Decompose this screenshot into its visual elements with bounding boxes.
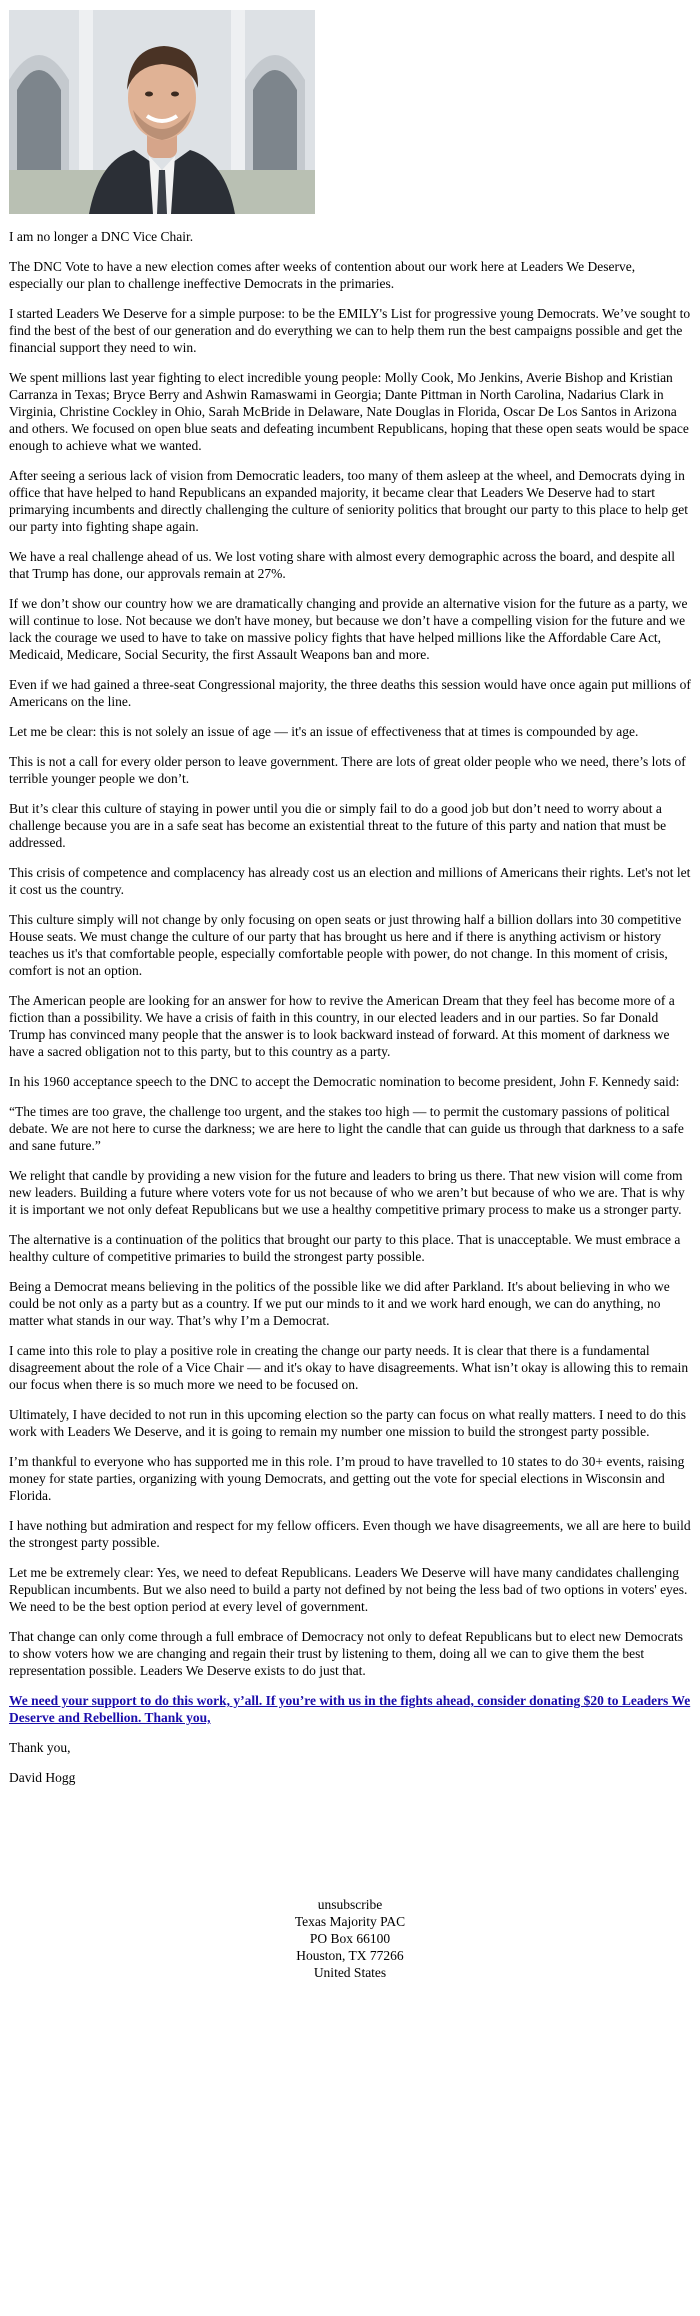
footer-country: United States xyxy=(313,1965,387,1980)
email-footer xyxy=(9,1896,691,1999)
paragraph: But it’s clear this culture of staying in power until you die or simply fail to do a good job but don’t need to worry about a challenge because you are in a safe seat has become an existential threat to the future of this party and nation that must be addressed. xyxy=(9,801,667,850)
paragraph: In his 1960 acceptance speech to the DNC to accept the Democratic nomination to become president, John F. Kennedy said: xyxy=(9,1074,680,1089)
paragraph: Let me be clear: this is not solely an issue of age — it's an issue of effectiveness that at times is compounded by age. xyxy=(9,724,639,739)
footer-po-box: PO Box 66100 xyxy=(309,1931,391,1946)
paragraph: The American people are looking for an answer for how to revive the American Dream that they feel has become more of a fiction than a possibility. We have a crisis of faith in this country, in our elected leaders and in our parties. So far Donald Trump has convinced many people that the answer is to look backward instead of forward. At this moment of darkness we have a sacred obligation not to this party, but to this country as a party. xyxy=(9,993,675,1059)
paragraph: This culture simply will not change by only focusing on open seats or just throwing half a billion dollars into 30 competitive House seats. We must change the culture of our party that has brought us here and if there is anything activism or history teaches us it's that comfortable people, especially comfortable people with power, do not change. In this moment of crisis, comfort is not an option. xyxy=(9,912,682,978)
portrait-photo xyxy=(9,10,315,214)
unsubscribe-link[interactable]: unsubscribe xyxy=(317,1897,383,1912)
paragraph: This is not a call for every older person to leave government. There are lots of great older people who we need, there’s lots of terrible younger people we don’t. xyxy=(9,754,686,786)
paragraph: Let me be extremely clear: Yes, we need to defeat Republicans. Leaders We Deserve will have many candidates challenging Republican incumbents. But we also need to build a party not defined by not being the less bad of two options in voters' eyes. We need to be the best option period at every level of government. xyxy=(9,1565,688,1614)
footer-org: Texas Majority PAC xyxy=(294,1914,406,1929)
paragraph: The DNC Vote to have a new election comes after weeks of contention about our work here at Leaders We Deserve, especially our plan to challenge ineffective Democrats in the primaries. xyxy=(9,259,636,291)
paragraph: This crisis of competence and complacency has already cost us an election and millions of Americans their rights. Let's not let it cost us the country. xyxy=(9,865,691,897)
paragraph: I started Leaders We Deserve for a simple purpose: to be the EMILY's List for progressive young Democrats. We’ve sought to find the best of the best of our generation and do everything we can to help them run the best campaigns possible and get the financial support they need to win. xyxy=(9,306,691,355)
paragraph: Even if we had gained a three-seat Congressional majority, the three deaths this session would have once again put millions of Americans on the line. xyxy=(9,677,691,709)
paragraph: That change can only come through a full embrace of Democracy not only to defeat Republicans but to elect new Democrats to show voters how we are changing and regain their trust by listening to them, doing all we can to give them the best representation possible. Leaders We Deserve exists to do just that. xyxy=(9,1629,683,1678)
paragraph: I am no longer a DNC Vice Chair. xyxy=(9,229,194,244)
signature-name: David Hogg xyxy=(9,1770,76,1785)
paragraph: After seeing a serious lack of vision from Democratic leaders, too many of them asleep at the wheel, and Democrats dying in office that have helped to hand Republicans an expanded majority, it became clear that Leaders We Deserve had to start primarying incumbents and directly challenging the culture of seniority politics that brought our party to this place to help get our party into fighting shape again. xyxy=(9,468,688,534)
letter-text xyxy=(9,228,691,1786)
paragraph: We relight that candle by providing a new vision for the future and leaders to bring us there. That new vision will come from new leaders. Building a future where voters vote for us not because of who we aren’t but because of who we are. That is why it is important we not only defeat Republicans but we use a healthy competitive primary process to make us a stronger party. xyxy=(9,1168,685,1217)
paragraph: The alternative is a continuation of the politics that brought our party to this place. That is unacceptable. We must embrace a healthy culture of competitive primaries to build the strongest party possible. xyxy=(9,1232,681,1264)
paragraph: I came into this role to play a positive role in creating the change our party needs. It is clear that there is a fundamental disagreement about the role of a Vice Chair — and it's okay to have disagreements. What isn’t okay is allowing this to remain our focus when there is so much more we need to be focused on. xyxy=(9,1343,689,1392)
paragraph: We have a real challenge ahead of us. We lost voting share with almost every demographic across the board, and despite all that Trump has done, our approvals remain at 27%. xyxy=(9,549,675,581)
paragraph: Being a Democrat means believing in the politics of the possible like we did after Parkland. It's about believing in who we could be not only as a party but as a country. If we put our minds to it and we work hard enough, we can do anything, no matter what stands in our way. That’s why I’m a Democrat. xyxy=(9,1279,670,1328)
footer-city: Houston, TX 77266 xyxy=(296,1948,404,1963)
paragraph: If we don’t show our country how we are dramatically changing and provide an alternative vision for the future as a party, we will continue to lose. Not because we don't have money, but because we don’t have a compelling vision for the future and we lack the courage we used to have to take on massive policy fights that have helped millions like the Affordable Care Act, Medicaid, Medicare, Social Security, the first Assault Weapons ban and more. xyxy=(9,596,688,662)
quote-paragraph: “The times are too grave, the challenge too urgent, and the stakes too high — to permit the customary passions of political debate. We are not here to curse the darkness; we are here to light the candle that can guide us through that darkness to a safe and sane future.” xyxy=(9,1104,684,1153)
donate-link[interactable]: We need your support to do this work, y’all. If you’re with us in the fights ahead, consider donating $20 to Leaders We Deserve and Rebellion. Thank you, xyxy=(9,1693,691,1725)
paragraph: Ultimately, I have decided to not run in this upcoming election so the party can focus on what really matters. I need to do this work with Leaders We Deserve, and it is going to remain my number one mission to build the strongest party possible. xyxy=(9,1407,686,1439)
paragraph: I have nothing but admiration and respect for my fellow officers. Even though we have disagreements, we all are here to build the strongest party possible. xyxy=(9,1518,691,1550)
paragraph: We spent millions last year fighting to elect incredible young people: Molly Cook, Mo Jenkins, Averie Bishop and Kristian Carranza in Texas; Bryce Berry and Ashwin Ramaswami in Georgia; Dante Pittman in North Carolina, Nadarius Clark in Virginia, Christine Cockley in Ohio, Sarah McBride in Delaware, Nate Douglas in Florida, Oscar De Los Santos in Arizona and others. We focused on open blue seats and defeating incumbent Republicans, hoping that these open seats would be space enough to achieve what we wanted. xyxy=(9,370,689,453)
signoff-thanks: Thank you, xyxy=(9,1740,71,1755)
paragraph: I’m thankful to everyone who has supported me in this role. I’m proud to have travelled to 10 states to do 30+ events, raising money for state parties, organizing with young Democrats, and getting out the vote for special elections in Wisconsin and Florida. xyxy=(9,1454,685,1503)
